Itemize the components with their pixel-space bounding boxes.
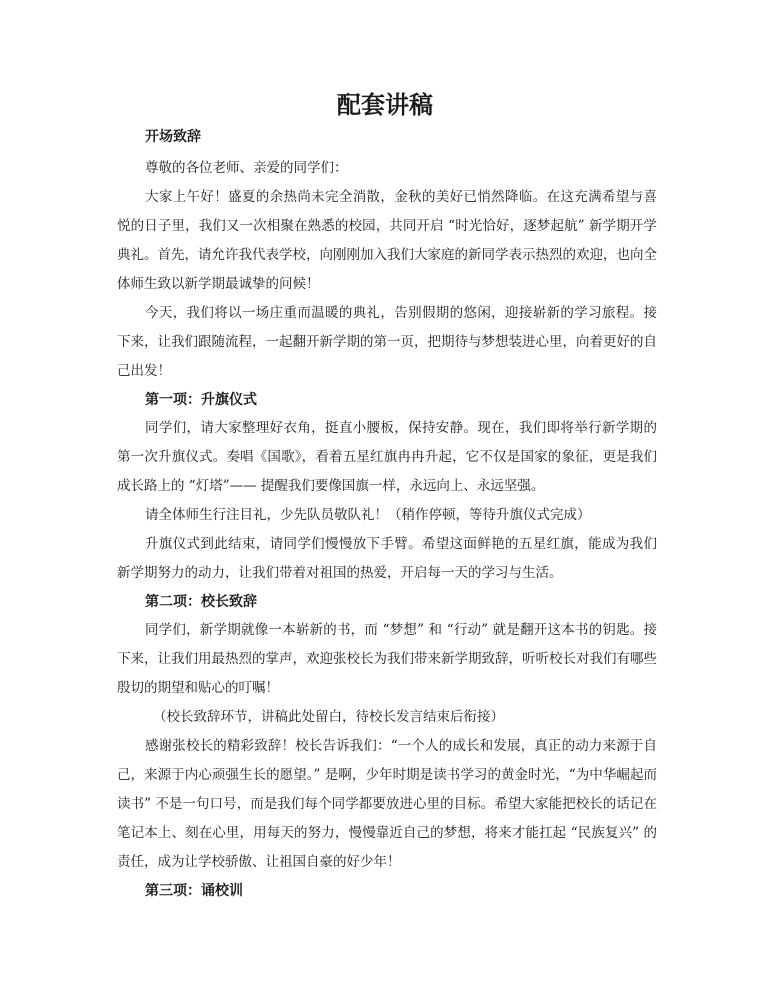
section-heading-principal-speech: 第二项：校长致辞 <box>145 594 257 610</box>
document-body <box>117 123 657 905</box>
document-title: 配套讲稿 <box>337 90 433 119</box>
section-heading-opening: 开场致辞 <box>145 129 201 145</box>
section-heading-school-motto: 第三项：诵校训 <box>145 883 243 899</box>
flag-raising-paragraph-2: 请全体师生行注目礼，少先队员敬队礼！（稍作停顿，等待升旗仪式完成） <box>145 507 591 523</box>
flag-raising-paragraph-1: 同学们，请大家整理好衣角，挺直小腰板，保持安静。现在，我们即将举行新学期的第一次升旗仪式。奏唱《国歌》，看着五星红旗冉冉升起，它不仅是国家的象征，更是我们成长路上的 “灯塔”—— 提醒我们要像国旗一样，永远向上、永远坚强。 <box>117 420 657 494</box>
opening-paragraph-2: 今天，我们将以一场庄重而温暖的典礼，告别假期的悠闲，迎接崭新的学习旅程。接下来，让我们跟随流程，一起翻开新学期的第一页，把期待与梦想装进心里，向着更好的自己出发！ <box>117 305 657 379</box>
principal-speech-paragraph-1: 同学们，新学期就像一本崭新的书，而 “梦想” 和 “行动” 就是翻开这本书的钥匙。接下来，让我们用最热烈的掌声，欢迎张校长为我们带来新学期致辞，听听校长对我们有哪些殷切的期望和贴心的叮嘱！ <box>117 622 657 696</box>
flag-raising-paragraph-3: 升旗仪式到此结束，请同学们慢慢放下手臂。希望这面鲜艳的五星红旗，能成为我们新学期努力的动力，让我们带着对祖国的热爱，开启每一天的学习与生活。 <box>117 536 657 581</box>
opening-paragraph-1: 大家上午好！盛夏的余热尚未完全消散，金秋的美好已悄然降临。在这充满希望与喜悦的日子里，我们又一次相聚在熟悉的校园，共同开启 “时光恰好，逐梦起航” 新学期开学典礼。首先，请允许我代表学校，向刚刚加入我们大家庭的新同学表示热烈的欢迎，也向全体师生致以新学期最诚挚的问候！ <box>117 189 657 292</box>
principal-speech-paragraph-2: 感谢张校长的精彩致辞！校长告诉我们：“一个人的成长和发展，真正的动力来源于自己，来源于内心顽强生长的愿望。” 是啊，少年时期是读书学习的黄金时光，“为中华崛起而读书” 不是一句口号，而是我们每个同学都要放进心里的目标。希望大家能把校长的话记在笔记本上、刻在心里，用每天的努力，慢慢靠近自己的梦想，将来才能扛起 “民族复兴” 的责任，成为让学校骄傲、让祖国自豪的好少年！ <box>117 738 657 870</box>
greeting-paragraph: 尊敬的各位老师、亲爱的同学们： <box>145 160 348 176</box>
principal-speech-note: （校长致辞环节，讲稿此处留白，待校长发言结束后衔接） <box>153 709 504 725</box>
section-heading-flag-raising: 第一项：升旗仪式 <box>145 392 257 408</box>
